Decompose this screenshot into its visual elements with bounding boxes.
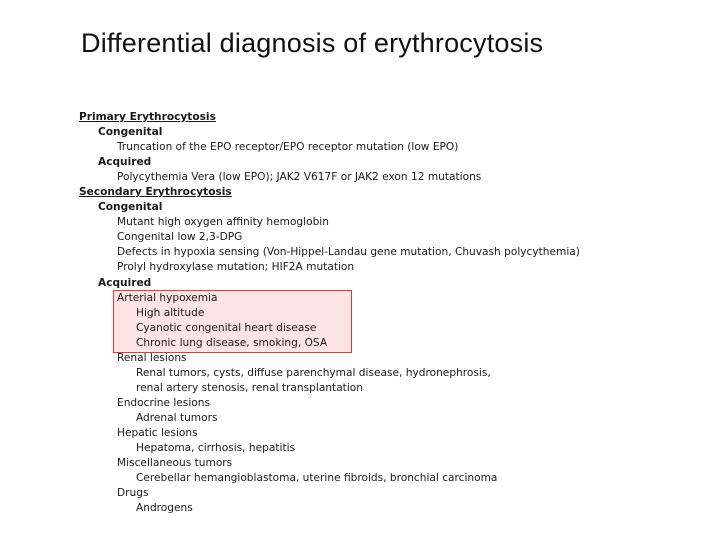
list-item: renal artery stenosis, renal transplantation [136, 381, 363, 394]
list-item: Cyanotic congenital heart disease [136, 321, 317, 334]
drugs-label: Drugs [117, 487, 149, 500]
list-item: High altitude [136, 306, 205, 319]
endocrine-lesions-label: Endocrine lesions [117, 396, 210, 409]
secondary-acquired-label: Acquired [98, 276, 152, 289]
list-item: Truncation of the EPO receptor/EPO receptor mutation (low EPO) [117, 141, 459, 154]
miscellaneous-tumors-label: Miscellaneous tumors [117, 457, 233, 470]
list-item: Androgens [136, 502, 193, 515]
list-item: Prolyl hydroxylase mutation; HIF2A mutation [117, 261, 355, 274]
slide-title: Differential diagnosis of erythrocytosis [81, 28, 544, 58]
list-item: Chronic lung disease, smoking, OSA [136, 336, 328, 349]
list-item: Hepatoma, cirrhosis, hepatitis [136, 442, 296, 455]
list-item: Defects in hypoxia sensing (Von-Hippel-Landau gene mutation, Chuvash polycythemia) [117, 246, 580, 259]
secondary-congenital-label: Congenital [98, 201, 163, 214]
diagnosis-outline [79, 110, 679, 516]
hepatic-lesions-label: Hepatic lesions [117, 426, 198, 439]
primary-erythrocytosis-heading: Primary Erythrocytosis [79, 111, 216, 123]
list-item: Mutant high oxygen affinity hemoglobin [117, 216, 329, 229]
arterial-hypoxemia-label: Arterial hypoxemia [117, 291, 218, 304]
list-item: Polycythemia Vera (low EPO); JAK2 V617F or JAK2 exon 12 mutations [117, 171, 482, 184]
list-item: Congenital low 2,3-DPG [117, 231, 243, 244]
secondary-erythrocytosis-heading: Secondary Erythrocytosis [79, 186, 232, 199]
list-item: Renal tumors, cysts, diffuse parenchymal disease, hydronephrosis, [136, 366, 491, 379]
list-item: Adrenal tumors [136, 411, 218, 424]
primary-acquired-label: Acquired [98, 156, 152, 169]
list-item: Cerebellar hemangioblastoma, uterine fibroids, bronchial carcinoma [136, 472, 498, 485]
primary-congenital-label: Congenital [98, 126, 163, 139]
renal-lesions-label: Renal lesions [117, 351, 187, 364]
